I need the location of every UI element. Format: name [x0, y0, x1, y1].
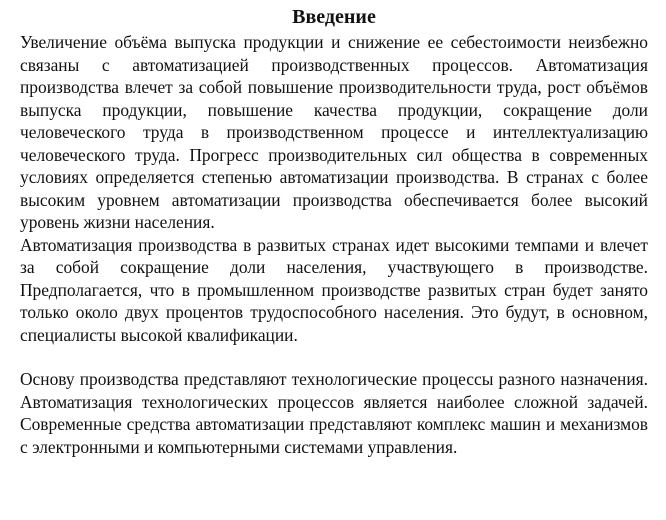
page-title: Введение [292, 6, 376, 28]
paragraph-2: Автоматизация производства в развитых странах идет высокими темпами и влечет за собой сокращение доли населения, участвующего в производстве. Предполагается, что в промышленном производстве развитых стран будет занято только около двух процентов трудоспособного населения. Это будут, в основном, специалисты высокой квалификации. [20, 234, 648, 345]
paragraph-3: Основу производства представляют технологические процессы разного назначения. Автоматизация технологических процессов является наиболее сложной задачей. Современные средства автоматизации представляют комплекс машин и механизмов с электронными и компьютерными системами управления. [20, 369, 648, 457]
paragraph-gap [20, 346, 648, 368]
paragraph-1: Увеличение объёма выпуска продукции и снижение ее себестоимости неизбежно связаны с автоматизацией производственных процессов. Автоматизация производства влечет за собой повышение производительности труда, рост объёмов выпуска продукции, повышение качества продукции, сокращение доли человеческого труда в производственном процессе и интеллектуализацию человеческого труда. Прогресс производительных сил общества в современных условиях определяется степенью автоматизации производства. В странах с более высоким уровнем автоматизации производства обеспечивается более высокий уровень жизни населения. [20, 32, 648, 232]
